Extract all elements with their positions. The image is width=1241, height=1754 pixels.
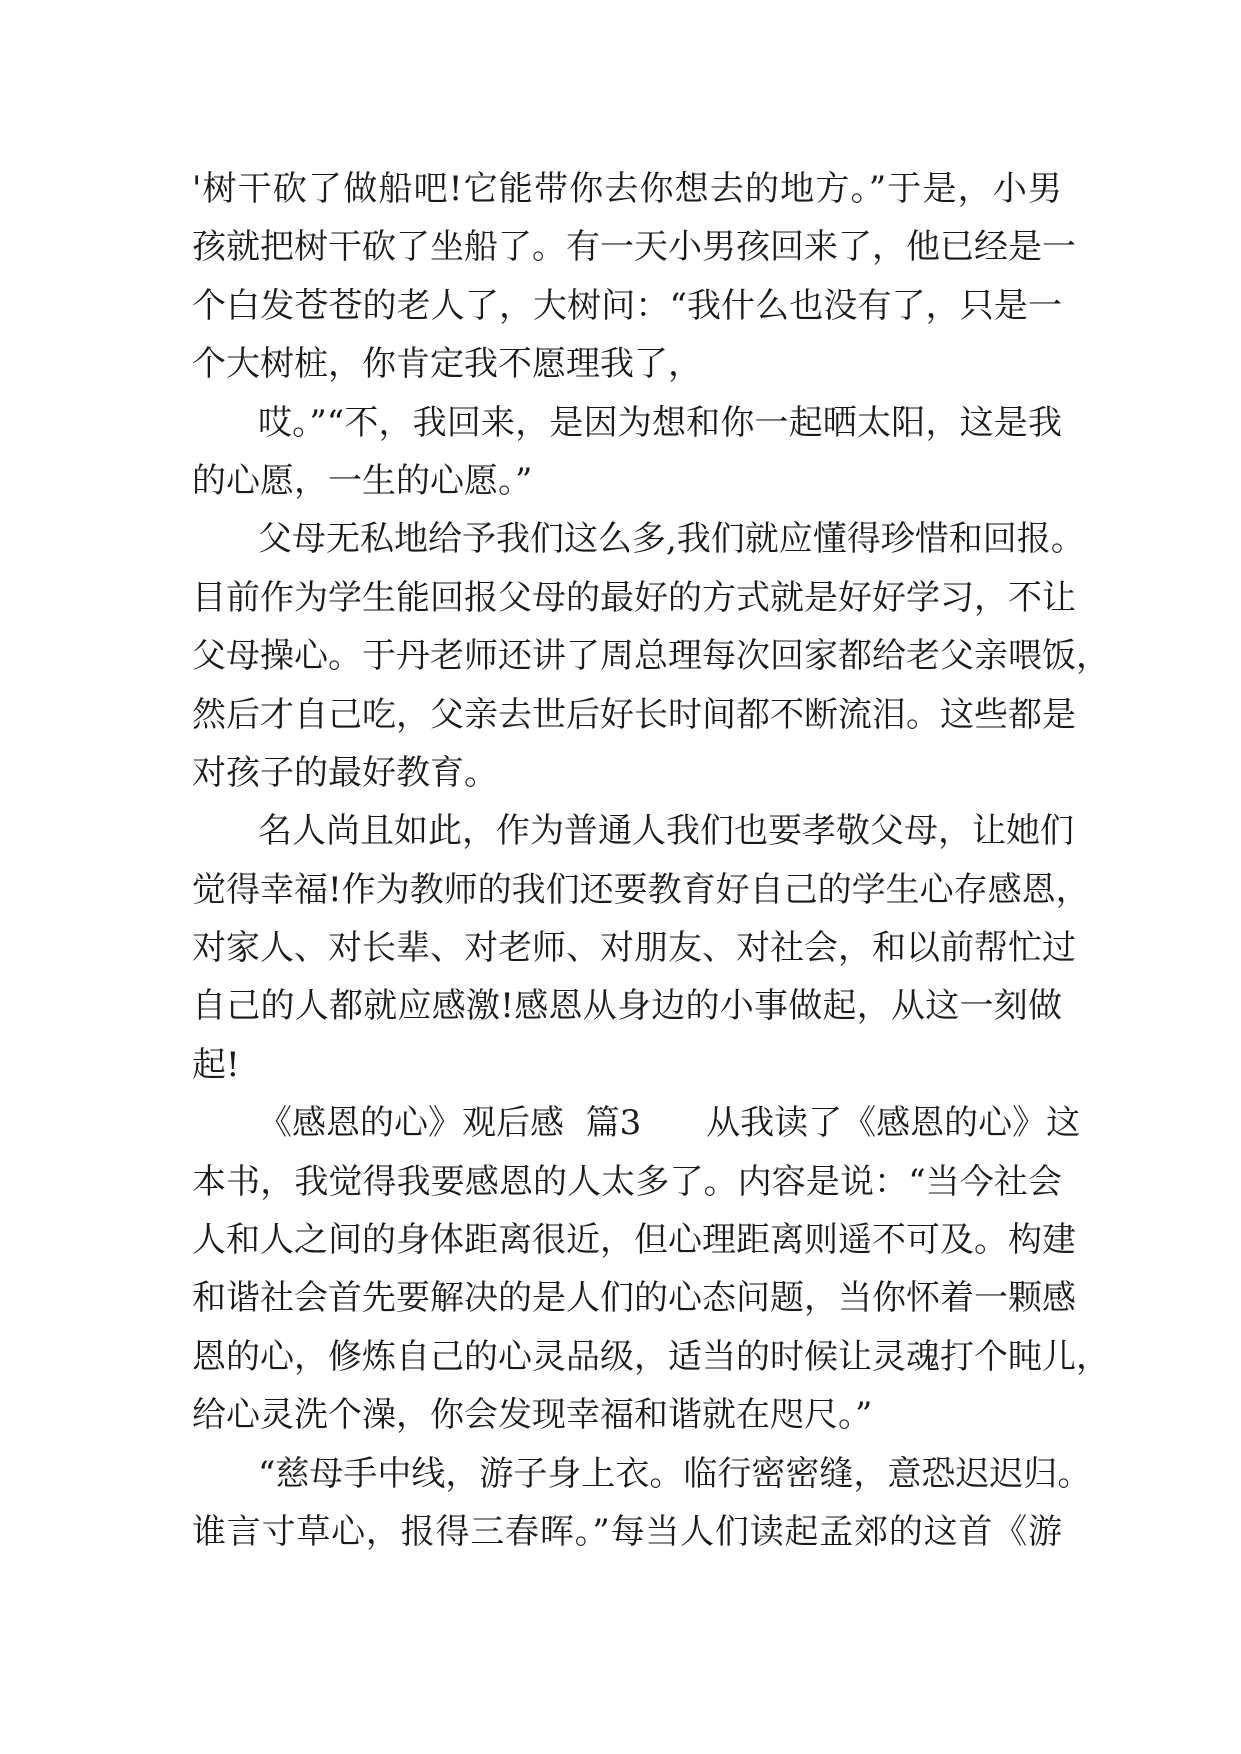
text-line: 目前作为学生能回报父母的最好的方式就是好好学习，不让 <box>192 577 1076 618</box>
text-line: 起! <box>192 1044 240 1085</box>
text-line: 然后才自己吃，父亲去世后好长时间都不断流泪。这些都是 <box>192 694 1076 735</box>
text-line: 自己的人都就应感激!感恩从身边的小事做起，从这一刻做 <box>192 986 1062 1027</box>
text-line: 对孩子的最好教育。 <box>192 752 498 793</box>
text-line: 父母无私地给予我们这么多,我们就应懂得珍惜和回报。 <box>258 519 1085 560</box>
text-line: 哎。”“不，我回来，是因为想和你一起晒太阳，这是我 <box>258 402 1062 443</box>
text-line: 觉得幸福!作为教师的我们还要教育好自己的学生心存感恩， <box>192 869 1090 910</box>
document-body <box>192 160 1110 1561</box>
text-line: 个大树桩，你肯定我不愿理我了， <box>192 344 702 385</box>
text-line: “慈母手中线，游子身上衣。临行密密缝，意恐迟迟归。 <box>258 1453 1092 1494</box>
text-line: 和谐社会首先要解决的是人们的心态问题，当你怀着一颗感 <box>192 1278 1076 1319</box>
text-line: 孩就把树干砍了坐船了。有一天小男孩回来了，他已经是一 <box>192 227 1076 268</box>
text-line: '树干砍了做船吧!它能带你去你想去的地方。”于是，小男 <box>192 169 1062 209</box>
text-line: 本书，我觉得我要感恩的人太多了。内容是说：“当今社会 <box>192 1161 1062 1202</box>
text-line: 的心愿，一生的心愿。” <box>192 460 533 501</box>
text-line: 《感恩的心》观后感 篇3 从我读了《感恩的心》这 <box>258 1103 1081 1144</box>
text-line: 人和人之间的身体距离很近，但心理距离则遥不可及。构建 <box>192 1220 1076 1261</box>
text-line: 给心灵洗个澡，你会发现幸福和谐就在咫尺。” <box>192 1395 873 1436</box>
text-line: 父母操心。于丹老师还讲了周总理每次回家都给老父亲喂饭， <box>192 636 1110 677</box>
text-line: 个白发苍苍的老人了，大树问：“我什么也没有了，只是一 <box>192 285 1062 326</box>
text-line: 对家人、对长辈、对老师、对朋友、对社会，和以前帮忙过 <box>192 928 1076 969</box>
text-line: 名人尚且如此，作为普通人我们也要孝敬父母，让她们 <box>258 811 1074 852</box>
text-line: 谁言寸草心，报得三春晖。”每当人们读起孟郊的这首《游 <box>192 1511 1062 1552</box>
text-line: 恩的心，修炼自己的心灵品级，适当的时候让灵魂打个盹儿， <box>192 1336 1110 1377</box>
